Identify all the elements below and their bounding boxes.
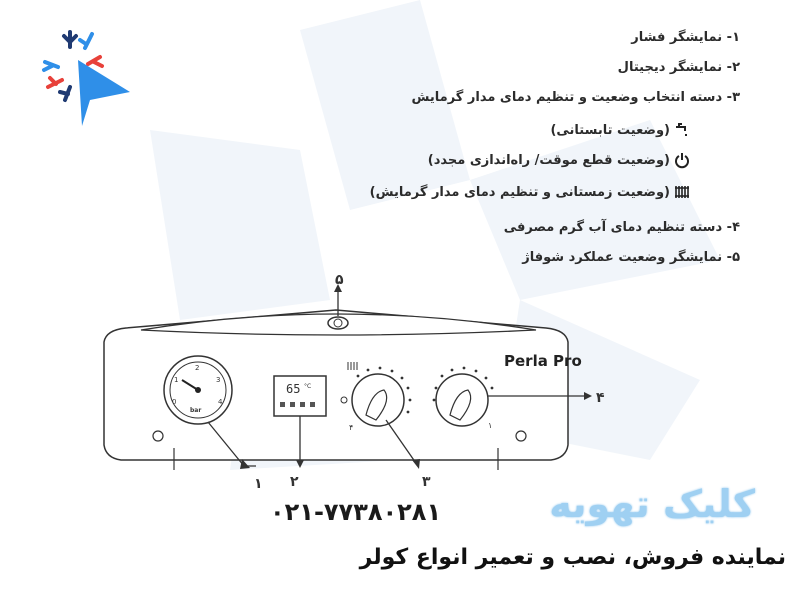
callout-2-label: ۲ — [290, 474, 299, 490]
legend-text: ۳- دسته انتخاب وضعیت و تنظیم دمای مدار گرمایش — [411, 90, 740, 105]
control-panel-diagram — [96, 270, 605, 500]
legend-text: ۱- نمایشگر فشار — [631, 30, 740, 45]
click-tahvieh-logo — [30, 22, 135, 132]
callout-1-label: ۱ — [254, 476, 263, 492]
gauge-tick-0: 0 — [172, 398, 177, 406]
legend-text: (وضعیت قطع موقت/ راه‌اندازی مجدد) — [427, 152, 670, 168]
gauge-tick-2: 2 — [195, 364, 200, 372]
brand-name: کلیک تهویه — [549, 482, 755, 526]
display-unit: °C — [304, 383, 312, 390]
callout-3-arrowhead — [412, 459, 420, 469]
legend-item-heating-status — [522, 250, 740, 265]
panel-brand: Perla Pro — [504, 352, 582, 370]
dhw-knob-label: ۱ — [488, 421, 493, 430]
power-icon — [674, 152, 690, 168]
phone-number: ۰۲۱-۷۷۳۸۰۲۸۱ — [270, 498, 442, 526]
gauge-tick-4: 4 — [218, 398, 223, 406]
callout-4-label: ۴ — [596, 390, 605, 406]
tagline: نماینده فروش، نصب و تعمیر انواع کولر — [359, 545, 786, 570]
legend-item-standby-mode — [428, 152, 690, 168]
legend-item-mode-selector — [412, 90, 740, 105]
gauge-unit: bar — [190, 407, 202, 414]
display-value: 65 — [286, 382, 301, 396]
legend-text: ۴- دسته تنظیم دمای آب گرم مصرفی — [503, 220, 740, 235]
mode-knob-label: ۴ — [349, 423, 354, 432]
callout-2-arrowhead — [296, 460, 304, 468]
legend-item-pressure-gauge — [631, 30, 740, 45]
legend-text: (وضعیت زمستانی و تنظیم دمای مدار گرمایش) — [369, 184, 670, 200]
legend-item-winter-mode — [370, 184, 690, 200]
tap-icon — [674, 122, 690, 138]
radiator-icon — [674, 184, 690, 200]
gauge-tick-3: 3 — [216, 376, 221, 384]
callout-5-label: ۵ — [335, 272, 344, 288]
gauge-tick-1: 1 — [174, 376, 179, 384]
legend-item-dhw-knob — [504, 220, 740, 235]
legend-text: (وضعیت تابستانی) — [550, 122, 670, 138]
legend-item-digital-display — [618, 60, 740, 75]
legend-text: ۲- نمایشگر دیجیتال — [617, 60, 740, 75]
legend-item-summer-mode — [550, 122, 690, 138]
gauge-pivot — [195, 387, 201, 393]
callout-3-label: ۳ — [422, 474, 431, 490]
legend-text: ۵- نمایشگر وضعیت عملکرد شوفاژ — [522, 250, 740, 265]
